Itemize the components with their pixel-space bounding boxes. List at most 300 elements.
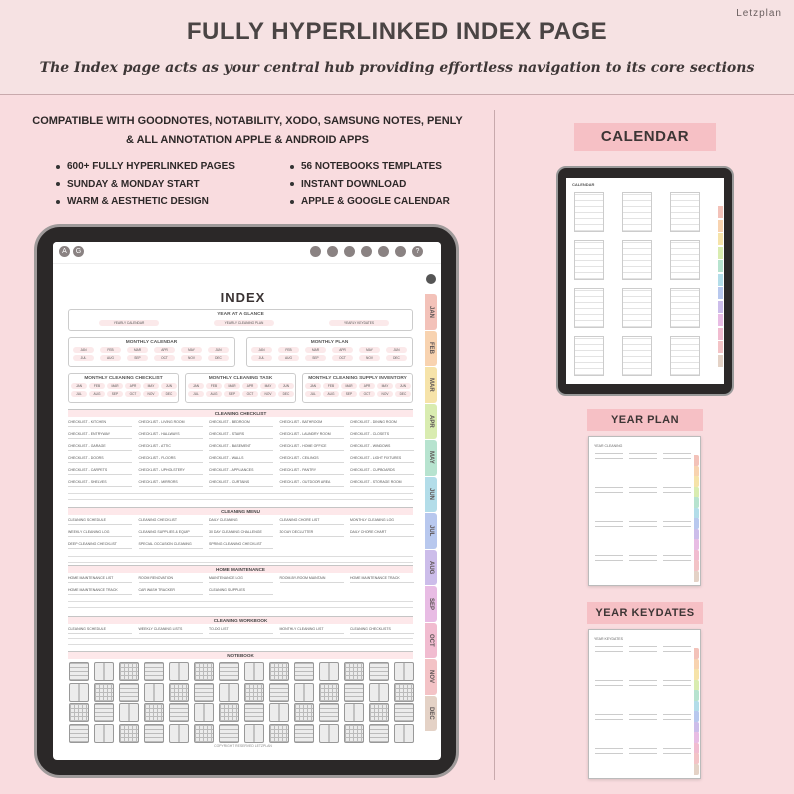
notebook-template-icon[interactable] <box>294 683 314 702</box>
sheet-tab <box>694 529 699 540</box>
year-keydates-header: YEAR KEYDATES <box>594 637 623 641</box>
monthly-checklist-month-link[interactable]: JAN <box>71 383 87 389</box>
sheet-tab <box>694 455 699 466</box>
monthly-checklist-month-link[interactable]: OCT <box>125 391 141 397</box>
sheet-tab <box>694 508 699 519</box>
notebook-template-icon[interactable] <box>319 724 339 743</box>
list-item[interactable]: CLEANING CHECKLISTS <box>350 626 414 634</box>
monthly-plan-month-link[interactable]: SEP <box>305 355 326 361</box>
notebook-template-icon[interactable] <box>69 662 89 681</box>
notebook-template-icon[interactable] <box>94 683 114 702</box>
bullet-icon <box>56 200 60 204</box>
list-item[interactable]: DEEP CLEANING CHECKLIST <box>68 541 132 549</box>
sheet-line <box>663 521 691 522</box>
tab-mar[interactable]: MAR <box>425 367 437 403</box>
sheet-line <box>629 680 657 681</box>
notebook-template-icon[interactable] <box>169 662 189 681</box>
monthly-calendar-month-link[interactable]: NOV <box>181 355 202 361</box>
notebook-template-icon[interactable] <box>244 662 264 681</box>
feature-item: 56 NOTEBOOKS TEMPLATES <box>301 161 442 173</box>
list-item[interactable]: CAR WASH TRACKER <box>139 587 203 595</box>
monthly-plan-month-link[interactable]: NOV <box>359 355 380 361</box>
tab-sep[interactable]: SEP <box>425 586 437 622</box>
notebook-template-icon[interactable] <box>269 703 289 722</box>
rule-line <box>68 562 413 563</box>
monthly-checklist-month-link[interactable]: DEC <box>161 391 177 397</box>
monthly-task-month-link[interactable]: JUL <box>188 391 204 397</box>
monthly-task-month-link[interactable]: MAY <box>260 383 276 389</box>
list-item[interactable]: CLEANING CHORE LIST <box>280 517 344 525</box>
notebook-template-icon[interactable] <box>244 703 264 722</box>
monthly-calendar-month-link[interactable]: JAN <box>73 347 94 353</box>
notebook-template-icon[interactable] <box>169 683 189 702</box>
sheet-line <box>663 748 691 749</box>
monthly-task-month-link[interactable]: FEB <box>206 383 222 389</box>
calendar-header: CALENDAR <box>572 182 595 187</box>
tab-aug[interactable]: AUG <box>425 550 437 586</box>
notebook-template-icon[interactable] <box>244 683 264 702</box>
sheet-tab <box>694 648 699 659</box>
monthly-supply-title: MONTHLY CLEANING SUPPLY INVENTORY <box>308 376 407 381</box>
header-band <box>0 0 794 95</box>
notebook-template-icon[interactable] <box>194 724 214 743</box>
list-item[interactable]: MONTHLY CLEANING LOG <box>350 517 414 525</box>
list-item[interactable]: SPRING CLEANING CHECKLIST <box>209 541 273 549</box>
year-link[interactable]: YEARLY KEYDATES <box>329 320 389 326</box>
monthly-supply-box <box>302 373 413 403</box>
notebook-template-icon[interactable] <box>269 724 289 743</box>
bullet-icon <box>56 182 60 186</box>
notebook-template-icon[interactable] <box>319 662 339 681</box>
monthly-checklist-month-link[interactable]: AUG <box>89 391 105 397</box>
monthly-calendar-month-link[interactable]: MAR <box>127 347 148 353</box>
sheet-line <box>663 555 691 556</box>
tab-nov[interactable]: NOV <box>425 659 437 695</box>
list-item[interactable]: CLEANING SUPPLIES <box>209 587 273 595</box>
monthly-plan-month-link[interactable]: OCT <box>332 355 353 361</box>
notebook-template-icon[interactable] <box>369 683 389 702</box>
monthly-calendar-month-link[interactable]: FEB <box>100 347 121 353</box>
sheet-line <box>629 560 657 561</box>
monthly-calendar-month-link[interactable]: OCT <box>154 355 175 361</box>
monthly-supply-month-link[interactable]: JUN <box>395 383 411 389</box>
notebook-template-icon[interactable] <box>144 724 164 743</box>
notebook-template-icon[interactable] <box>369 703 389 722</box>
notebook-template-icon[interactable] <box>394 703 414 722</box>
bullet-icon <box>290 182 294 186</box>
notebook-template-icon[interactable] <box>344 724 364 743</box>
index-title: INDEX <box>220 290 266 305</box>
notebook-template-icon[interactable] <box>244 724 264 743</box>
sheet-line <box>629 487 657 488</box>
calendar-tablet <box>556 166 734 396</box>
calendar-tab <box>718 341 723 353</box>
list-item[interactable]: 30 DAY DECLUTTER <box>280 529 344 537</box>
sheet-line <box>595 487 623 488</box>
calendar-preview <box>566 178 724 384</box>
notebook-template-icon[interactable] <box>69 724 89 743</box>
sheet-tab <box>694 732 699 743</box>
rule-line <box>68 638 413 639</box>
monthly-supply-month-link[interactable]: APR <box>359 383 375 389</box>
list-item[interactable]: CHECKLIST - CUPBOARDS <box>350 467 414 475</box>
features-left <box>56 158 235 211</box>
monthly-checklist-month-link[interactable]: MAR <box>107 383 123 389</box>
monthly-checklist-month-link[interactable]: MAY <box>143 383 159 389</box>
sheet-line <box>595 753 623 754</box>
tab-apr[interactable]: APR <box>425 404 437 440</box>
sheet-tab <box>694 690 699 701</box>
list-item[interactable]: ROOM RENOVATION <box>139 575 203 583</box>
ipad-mockup <box>34 224 459 778</box>
monthly-supply-month-link[interactable]: FEB <box>323 383 339 389</box>
notebook-template-icon[interactable] <box>144 662 164 681</box>
notebook-template-icon[interactable] <box>194 683 214 702</box>
list-item[interactable]: HOME MAINTENANCE TRACK <box>68 587 132 595</box>
tab-feb[interactable]: FEB <box>425 331 437 367</box>
notebook-template-icon[interactable] <box>369 724 389 743</box>
list-item[interactable]: CHECKLIST - HALLWAYS <box>139 431 203 439</box>
monthly-plan-month-link[interactable]: JAN <box>251 347 272 353</box>
monthly-calendar-month-link[interactable]: JUN <box>208 347 229 353</box>
monthly-checklist-month-link[interactable]: JUL <box>71 391 87 397</box>
notebook-template-icon[interactable] <box>294 724 314 743</box>
monthly-task-month-link[interactable]: JAN <box>188 383 204 389</box>
compat-line-1: COMPATIBLE WITH GOODNOTES, NOTABILITY, XODO, SAMSUNG NOTES, PENLY <box>32 115 463 127</box>
list-item[interactable]: CHECKLIST - BATHROOM <box>280 419 344 427</box>
monthly-supply-month-link[interactable]: DEC <box>395 391 411 397</box>
monthly-checklist-month-link[interactable]: JUN <box>161 383 177 389</box>
year-link[interactable]: YEARLY CALENDAR <box>99 320 159 326</box>
tab-dec[interactable]: DEC <box>425 696 437 732</box>
compat-line-2: & ALL ANNOTATION APPLE & ANDROID APPS <box>125 134 370 146</box>
list-item[interactable]: CHECKLIST - KITCHEN <box>68 419 132 427</box>
notebook-template-icon[interactable] <box>344 662 364 681</box>
notebook-template-icon[interactable] <box>394 683 414 702</box>
monthly-checklist-month-link[interactable]: NOV <box>143 391 159 397</box>
monthly-task-month-link[interactable]: DEC <box>278 391 294 397</box>
list-item[interactable]: CHECKLIST - GARAGE <box>68 443 132 451</box>
monthly-task-month-link[interactable]: JUN <box>278 383 294 389</box>
list-item[interactable]: CLEANING CHECKLIST <box>139 517 203 525</box>
list-item[interactable]: CHECKLIST - DOORS <box>68 455 132 463</box>
monthly-supply-month-link[interactable]: MAY <box>377 383 393 389</box>
notes-icon[interactable] <box>361 246 372 257</box>
sheet-line <box>663 458 691 459</box>
sheet-line <box>595 719 623 720</box>
cleaning-menu-section: CLEANING MENU <box>68 507 413 515</box>
month-tabs <box>425 294 437 732</box>
notebook-template-icon[interactable] <box>219 724 239 743</box>
year-link[interactable]: YEARLY CLEANING PLAN <box>214 320 274 326</box>
calendar-icon[interactable] <box>327 246 338 257</box>
notebook-template-icon[interactable] <box>269 662 289 681</box>
mini-month <box>622 336 652 376</box>
list-item[interactable]: DAILY CHORE CHART <box>350 529 414 537</box>
undo-icon[interactable]: A <box>59 246 70 257</box>
monthly-calendar-month-link[interactable]: APR <box>154 347 175 353</box>
notebook-template-icon[interactable] <box>219 662 239 681</box>
list-item[interactable]: CHECKLIST - ENTRYWAY <box>68 431 132 439</box>
notebook-template-icon[interactable] <box>319 683 339 702</box>
list-item[interactable]: CHECKLIST - DINING ROOM <box>350 419 414 427</box>
page-title: FULLY HYPERLINKED INDEX PAGE <box>186 18 608 45</box>
list-item[interactable]: CHECKLIST - FLOORS <box>139 455 203 463</box>
tab-jun[interactable]: JUN <box>425 477 437 513</box>
app-toolbar <box>53 242 441 264</box>
notebook-template-icon[interactable] <box>119 662 139 681</box>
list-item[interactable]: CHECKLIST - UPHOLSTERY <box>139 467 203 475</box>
monthly-task-month-link[interactable]: SEP <box>224 391 240 397</box>
list-item[interactable]: MONTHLY CLEANING LIST <box>280 626 344 634</box>
mini-month <box>622 192 652 232</box>
list-item[interactable]: CHECKLIST - WINDOWS <box>350 443 414 451</box>
help-icon[interactable]: ? <box>412 246 423 257</box>
notebook-template-icon[interactable] <box>69 703 89 722</box>
sheet-tab <box>694 571 699 582</box>
notebook-template-icon[interactable] <box>294 703 314 722</box>
list-item[interactable]: CHECKLIST - STORAGE ROOM <box>350 479 414 487</box>
notebook-template-icon[interactable] <box>119 683 139 702</box>
notebook-template-icon[interactable] <box>219 683 239 702</box>
tabs-menu-icon[interactable] <box>426 274 436 284</box>
ipad-screen <box>53 242 441 760</box>
list-item[interactable]: MAINTENANCE LOG <box>209 575 273 583</box>
monthly-checklist-month-link[interactable]: FEB <box>89 383 105 389</box>
mini-month <box>622 240 652 280</box>
notebook-template-icon[interactable] <box>219 703 239 722</box>
list-item[interactable]: CHECKLIST - OUTDOOR AREA <box>280 479 344 487</box>
sheet-tab <box>694 743 699 754</box>
list-item[interactable]: CHECKLIST - CEILINGS <box>280 455 344 463</box>
monthly-calendar-month-link[interactable]: MAY <box>181 347 202 353</box>
monthly-plan-month-link[interactable]: MAR <box>305 347 326 353</box>
monthly-task-month-link[interactable]: NOV <box>260 391 276 397</box>
tab-may[interactable]: MAY <box>425 440 437 476</box>
list-item[interactable]: CHECKLIST - MIRRORS <box>139 479 203 487</box>
monthly-plan-month-link[interactable]: FEB <box>278 347 299 353</box>
monthly-task-title: MONTHLY CLEANING TASK <box>208 376 273 381</box>
sheet-line <box>595 646 623 647</box>
sheet-line <box>663 714 691 715</box>
tab-jul[interactable]: JUL <box>425 513 437 549</box>
index-page <box>63 266 423 754</box>
settings-icon[interactable] <box>378 246 389 257</box>
list-item[interactable]: CLEANING SUPPLIES & EQUIP <box>139 529 203 537</box>
list-item[interactable]: WEEKLY CLEANING LISTS <box>139 626 203 634</box>
sheet-tab <box>694 764 699 775</box>
list-item[interactable]: CHECKLIST - BEDROOM <box>209 419 273 427</box>
monthly-checklist-title: MONTHLY CLEANING CHECKLIST <box>84 376 163 381</box>
notebook-template-icon[interactable] <box>144 703 164 722</box>
home-maintenance-section: HOME MAINTENANCE <box>68 565 413 573</box>
notebook-template-icon[interactable] <box>294 662 314 681</box>
list-item[interactable]: CHECKLIST - LIGHT FIXTURES <box>350 455 414 463</box>
sheet-line <box>663 526 691 527</box>
monthly-task-month-link[interactable]: OCT <box>242 391 258 397</box>
notebook-template-icon[interactable] <box>169 724 189 743</box>
sheet-line <box>629 714 657 715</box>
list-item[interactable]: HOME MAINTENANCE TRACK <box>350 575 414 583</box>
calendar-tab <box>718 355 723 367</box>
tab-oct[interactable]: OCT <box>425 623 437 659</box>
info-icon[interactable] <box>395 246 406 257</box>
calendar-tab <box>718 220 723 232</box>
sheet-tab <box>694 680 699 691</box>
sheet-line <box>595 521 623 522</box>
list-item[interactable]: WEEKLY CLEANING LOG <box>68 529 132 537</box>
sheet-line <box>629 453 657 454</box>
mini-month <box>670 240 700 280</box>
notebook-template-icon[interactable] <box>94 724 114 743</box>
list-item[interactable]: ROOM-BY-ROOM MAINTAIN <box>280 575 344 583</box>
notebook-template-icon[interactable] <box>319 703 339 722</box>
list-item[interactable]: 30 DAY CLEANING CHALLENGE <box>209 529 273 537</box>
monthly-calendar-month-link[interactable]: AUG <box>100 355 121 361</box>
list-item[interactable]: CHECKLIST - CURTAINS <box>209 479 273 487</box>
feature-item: 600+ FULLY HYPERLINKED PAGES <box>67 161 235 173</box>
list-item[interactable]: CLEANING SCHEDULE <box>68 626 132 634</box>
list-item[interactable]: CHECKLIST - CLOSETS <box>350 431 414 439</box>
list-item[interactable]: DAILY CLEANING <box>209 517 273 525</box>
vertical-divider <box>494 110 495 780</box>
sheet-line <box>629 753 657 754</box>
list-item[interactable]: HOME MAINTENANCE LIST <box>68 575 132 583</box>
notebook-template-icon[interactable] <box>144 683 164 702</box>
list-icon[interactable] <box>344 246 355 257</box>
sheet-line <box>663 487 691 488</box>
notebook-template-icon[interactable] <box>169 703 189 722</box>
sheet-tab <box>694 669 699 680</box>
monthly-checklist-month-link[interactable]: SEP <box>107 391 123 397</box>
sheet-line <box>629 492 657 493</box>
sheet-line <box>663 492 691 493</box>
monthly-supply-month-link[interactable]: JAN <box>305 383 321 389</box>
notebook-template-icon[interactable] <box>119 703 139 722</box>
list-item[interactable]: CHECKLIST - WALLS <box>209 455 273 463</box>
notebook-template-icon[interactable] <box>194 703 214 722</box>
feature-item: WARM & AESTHETIC DESIGN <box>67 196 209 208</box>
sheet-line <box>595 453 623 454</box>
bullet-icon <box>56 165 60 169</box>
sheet-line <box>595 526 623 527</box>
bullet-icon <box>290 165 294 169</box>
home-icon[interactable] <box>310 246 321 257</box>
monthly-plan-month-link[interactable]: DEC <box>386 355 407 361</box>
notebook-template-icon[interactable] <box>394 724 414 743</box>
monthly-task-box <box>185 373 296 403</box>
calendar-tab <box>718 274 723 286</box>
notebook-template-icon[interactable] <box>94 662 114 681</box>
list-item[interactable]: CHECKLIST - SHELVES <box>68 479 132 487</box>
sheet-tab <box>694 753 699 764</box>
notebook-template-icon[interactable] <box>69 683 89 702</box>
monthly-checklist-month-link[interactable]: APR <box>125 383 141 389</box>
notebook-template-icon[interactable] <box>369 662 389 681</box>
monthly-supply-month-link[interactable]: SEP <box>341 391 357 397</box>
calendar-tab <box>718 206 723 218</box>
calendar-tab <box>718 247 723 259</box>
list-item[interactable]: CHECKLIST - ATTIC <box>139 443 203 451</box>
sheet-tab <box>694 487 699 498</box>
monthly-plan-title: MONTHLY PLAN <box>310 340 349 345</box>
sheet-line <box>595 492 623 493</box>
list-item[interactable]: CLEANING SCHEDULE <box>68 517 132 525</box>
monthly-supply-month-link[interactable]: NOV <box>377 391 393 397</box>
mini-month <box>670 336 700 376</box>
notebook-template-icon[interactable] <box>194 662 214 681</box>
sheet-line <box>629 526 657 527</box>
notebook-template-icon[interactable] <box>119 724 139 743</box>
notebook-template-icon[interactable] <box>344 683 364 702</box>
calendar-tab <box>718 314 723 326</box>
notebook-template-icon[interactable] <box>394 662 414 681</box>
feature-item: SUNDAY & MONDAY START <box>67 178 200 190</box>
mini-month <box>574 192 604 232</box>
monthly-plan-month-link[interactable]: APR <box>332 347 353 353</box>
list-item[interactable]: TO-DO LIST <box>209 626 273 634</box>
year-at-a-glance-box <box>68 309 413 331</box>
list-item[interactable]: CHECKLIST - HOME OFFICE <box>280 443 344 451</box>
monthly-checklist-box <box>68 373 179 403</box>
monthly-plan-month-link[interactable]: JUN <box>386 347 407 353</box>
notebook-template-icon[interactable] <box>269 683 289 702</box>
list-item[interactable]: CHECKLIST - BASEMENT <box>209 443 273 451</box>
sheet-line <box>663 753 691 754</box>
rule-line <box>68 556 413 557</box>
monthly-task-month-link[interactable]: APR <box>242 383 258 389</box>
monthly-plan-month-link[interactable]: MAY <box>359 347 380 353</box>
monthly-supply-month-link[interactable]: JUL <box>305 391 321 397</box>
sheet-line <box>629 651 657 652</box>
tab-jan[interactable]: JAN <box>425 294 437 330</box>
notebook-template-icon[interactable] <box>344 703 364 722</box>
sheet-line <box>663 560 691 561</box>
monthly-plan-month-link[interactable]: AUG <box>278 355 299 361</box>
year-plan-label: YEAR PLAN <box>587 409 703 431</box>
sheet-tab <box>694 701 699 712</box>
rule-line <box>68 644 413 645</box>
list-item[interactable]: CHECKLIST - PANTRY <box>280 467 344 475</box>
monthly-calendar-month-link[interactable]: SEP <box>127 355 148 361</box>
notebook-template-icon[interactable] <box>94 703 114 722</box>
list-item[interactable]: SPECIAL OCCASION CLEANING <box>139 541 203 549</box>
monthly-supply-month-link[interactable]: MAR <box>341 383 357 389</box>
mini-month <box>670 288 700 328</box>
monthly-calendar-month-link[interactable]: DEC <box>208 355 229 361</box>
calendar-tab <box>718 260 723 272</box>
list-item[interactable]: CHECKLIST - STAIRS <box>209 431 273 439</box>
monthly-task-month-link[interactable]: AUG <box>206 391 222 397</box>
year-plan-preview <box>588 436 701 586</box>
bullet-icon <box>290 200 294 204</box>
monthly-calendar-month-link[interactable]: JUL <box>73 355 94 361</box>
sheet-line <box>629 458 657 459</box>
monthly-plan-month-link[interactable]: JUL <box>251 355 272 361</box>
list-item[interactable]: CHECKLIST - LIVING ROOM <box>139 419 203 427</box>
redo-icon[interactable]: G <box>73 246 84 257</box>
monthly-supply-month-link[interactable]: OCT <box>359 391 375 397</box>
monthly-calendar-title: MONTHLY CALENDAR <box>125 340 178 345</box>
sheet-tab <box>694 466 699 477</box>
year-at-a-glance-title: YEAR AT A GLANCE <box>217 312 264 317</box>
list-item[interactable]: CHECKLIST - APPLIANCES <box>209 467 273 475</box>
monthly-supply-month-link[interactable]: AUG <box>323 391 339 397</box>
monthly-task-month-link[interactable]: MAR <box>224 383 240 389</box>
list-item[interactable]: CHECKLIST - LAUNDRY ROOM <box>280 431 344 439</box>
list-item[interactable]: CHECKLIST - CARPETS <box>68 467 132 475</box>
brand-label: Letzplan <box>736 8 782 19</box>
